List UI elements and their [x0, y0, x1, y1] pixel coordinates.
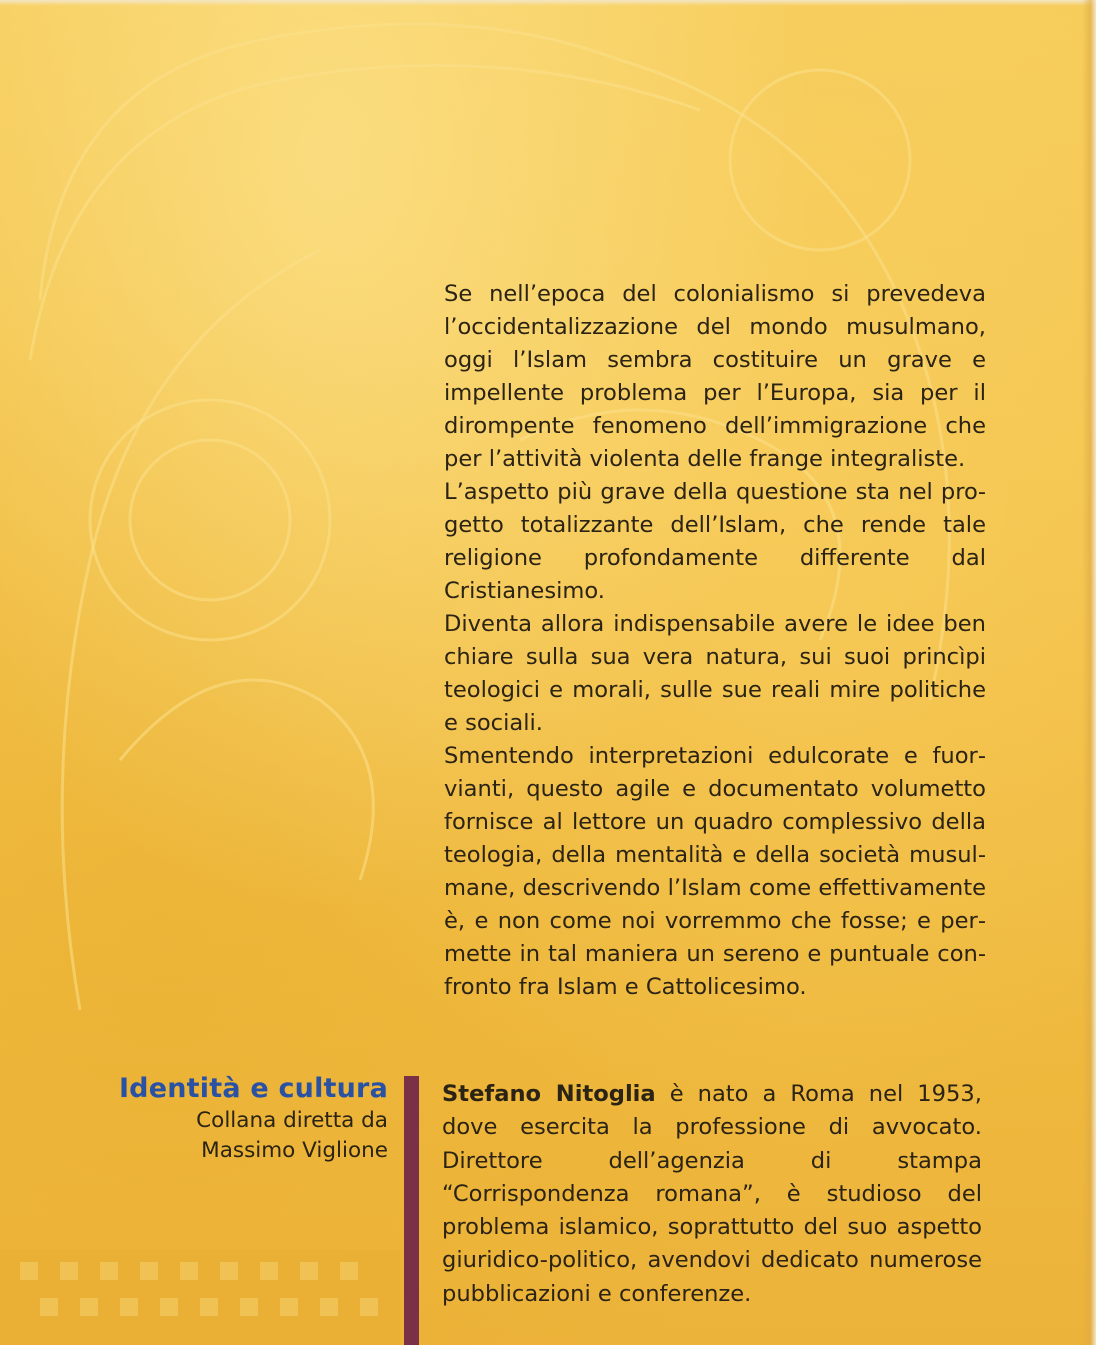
top-edge: [0, 0, 1096, 6]
blurb-paragraph-2: L’aspetto più grave della questione sta nel progetto totalizzante dell’Islam, che rende tale religione profondamente differente dal Cristianesimo.: [444, 479, 986, 604]
vertical-divider: [404, 1076, 419, 1345]
right-edge: [1082, 0, 1096, 1345]
blurb-text: [444, 278, 986, 1004]
series-title: Identità e cultura: [118, 1073, 388, 1104]
author-bio-text: è nato a Roma nel 1953, dove esercita la professione di avvocato. Direttore dell’agenzia di stampa “Corrispondenza romana”, è studioso del problema islamico, soprattutto del suo aspetto giuridico-politico, avendovi dedicato numerose pubblicazioni e conferenze.: [442, 1081, 982, 1307]
series-block: [96, 1072, 388, 1166]
author-bio: [442, 1078, 982, 1311]
blurb-paragraph-3: Diventa allora indispensabile avere le idee ben chiare sulla sua vera natura, sui suoi princìpi teologici e morali, sulle sue reali mire politiche e sociali.: [444, 611, 986, 736]
series-editor-line-2: Massimo Viglione: [201, 1138, 388, 1163]
author-name: Stefano Nitoglia: [442, 1081, 656, 1107]
blurb-paragraph-1: Se nell’epoca del colonialismo si prevedeva l’occidentalizzazione del mondo musulmano, oggi l’Islam sembra costituire un grave e impellente problema per l’Europa, sia per il dirompente fenomeno dell’immigrazione che per l’attività violenta delle frange integraliste.: [444, 281, 986, 472]
blurb-paragraph-4: Smentendo interpretazioni edulcorate e fuorvianti, questo agile e documentato volumetto fornisce al lettore un quadro complessivo della teologia, della mentalità e della società musulmane, descrivendo l’Islam come effettivamente è, e non come noi vorremmo che fosse; e permette in tal maniera un sereno e puntuale confronto fra Islam e Cattolicesimo.: [444, 743, 986, 1000]
series-editor-line-1: Collana diretta da: [196, 1108, 388, 1133]
